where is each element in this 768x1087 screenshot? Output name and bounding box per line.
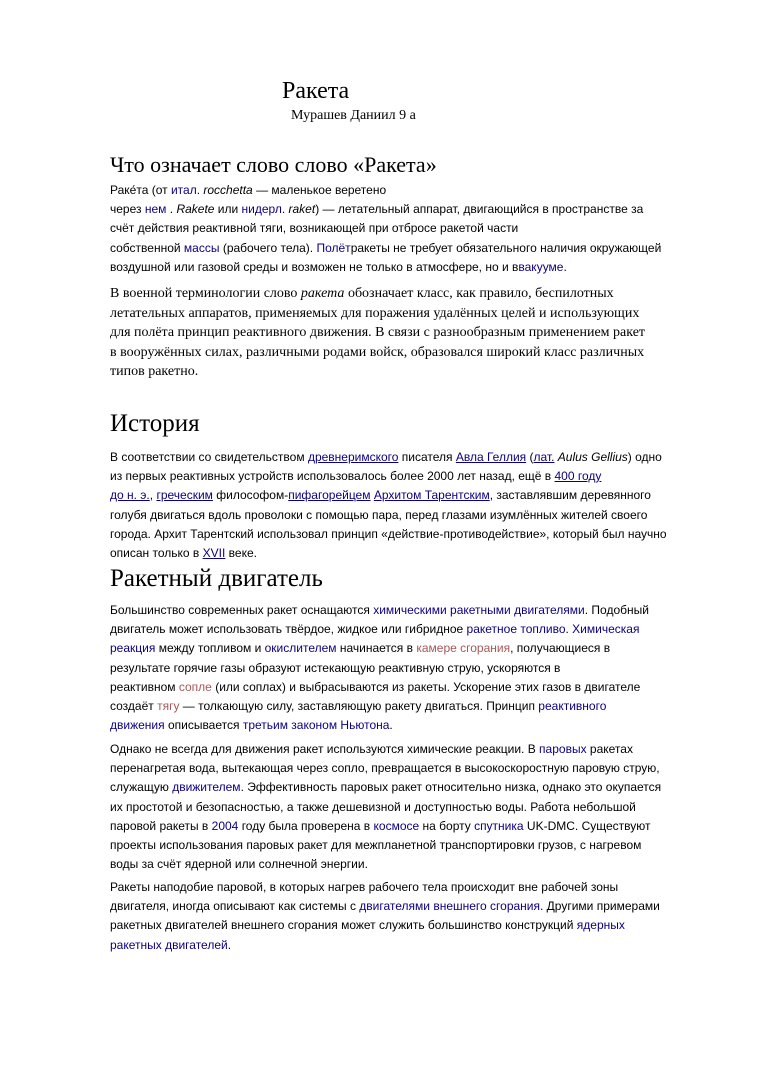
wiki-link[interactable]: до н. э.	[110, 488, 150, 503]
text-span: или	[214, 202, 242, 217]
text-span: (или соплах) и выбрасываются из ракеты. Ускорение этих газов в двигателе	[211, 679, 641, 694]
text-span: В военной терминологии слово	[110, 286, 301, 301]
wiki-link[interactable]: окислителем	[264, 641, 337, 656]
text-line	[110, 936, 710, 955]
wiki-link[interactable]: спутника	[474, 818, 524, 833]
text-span: из первых реактивных устройств использовалось более 2000 лет назад, ещё в	[110, 469, 555, 484]
text-line	[110, 798, 710, 817]
text-span: писателя	[398, 450, 456, 464]
text-span: В соответствии со свидетельством	[110, 450, 308, 464]
text-line	[110, 601, 710, 620]
text-line	[110, 639, 710, 658]
text-span: .	[166, 202, 177, 217]
text-span: летательных аппаратов, применяемых для поражения удалённых целей и использующих	[110, 305, 640, 321]
text-span: (рабочего тела).	[219, 240, 317, 255]
text-span: их простотой и безопасностью, а также дешевизной и доступностью воды. Работа небольшой	[110, 799, 636, 814]
wiki-link[interactable]: 2004	[211, 818, 239, 833]
wiki-link[interactable]: космосе	[373, 818, 420, 833]
paragraph-engine-chemical	[110, 601, 710, 735]
text-span: веке.	[225, 545, 257, 560]
wiki-link[interactable]: греческим	[156, 488, 213, 503]
text-span: двигателя, иногда описывают как системы с	[110, 899, 360, 914]
wiki-link[interactable]: нем	[144, 202, 167, 217]
text-span: описан только в	[110, 545, 203, 560]
wiki-link[interactable]: массы	[183, 240, 220, 255]
text-line	[110, 855, 710, 874]
text-span: воды за счёт ядерной или солнечной энергии.	[110, 857, 368, 872]
text-line	[110, 362, 710, 382]
text-line	[110, 284, 710, 304]
wiki-link[interactable]: древнеримского	[307, 450, 399, 464]
text-span: создаёт	[110, 698, 158, 713]
text-span: через	[110, 202, 145, 217]
text-span: города. Архит Тарентский использовал принцип «действие-противодействие», который был научно	[110, 526, 667, 541]
text-span: — толкающую силу, заставляющую ракету двигаться. Принцип	[179, 698, 539, 713]
wiki-link[interactable]: движения	[110, 718, 165, 733]
section-heading-engine: Ракетный двигатель	[110, 565, 323, 592]
wiki-link[interactable]: Архитом Тарентским	[373, 488, 490, 503]
text-span: . Подобный	[584, 603, 649, 617]
text-span: ) одно	[627, 450, 662, 464]
text-span: ) — летательный аппарат, двигающийся в пространстве за	[315, 202, 644, 217]
text-span: UK-DMC. Существуют	[523, 818, 651, 833]
text-span: ракетных двигателей внешнего сгорания может служить большинство конструкций	[110, 918, 577, 933]
text-span: .	[565, 622, 573, 637]
text-span: философом-	[212, 488, 289, 503]
section-heading-meaning: Что означает слово слово «Ракета»	[110, 152, 437, 177]
wiki-link[interactable]: реакция	[110, 641, 156, 656]
text-span: на борту	[419, 818, 475, 833]
section-heading-history: История	[110, 410, 200, 437]
text-line	[110, 897, 710, 916]
text-line	[110, 323, 710, 343]
text-span: голубя двигаться вдоль проволоки с помощью пара, перед глазами изумлённых жителей своего	[110, 507, 648, 522]
wiki-link[interactable]: сопле	[178, 679, 212, 694]
text-span: счёт действия реактивной тяги, возникающей при отбросе ракетой части	[110, 221, 519, 236]
wiki-link[interactable]: ракетное топливо	[466, 622, 566, 637]
text-span: Большинство современных ракет оснащаются	[110, 603, 374, 617]
text-span: . Другими примерами	[540, 899, 660, 914]
wiki-link[interactable]: химическими ракетными двигателями	[373, 603, 585, 617]
text-line	[110, 716, 710, 735]
text-span: ракетах	[586, 742, 633, 756]
text-span: реактивном	[110, 679, 179, 694]
text-span: описывается	[164, 718, 243, 733]
text-span: .	[563, 259, 567, 274]
paragraph-definition	[110, 181, 710, 277]
text-line	[110, 620, 710, 639]
document-title: Ракета	[282, 78, 350, 104]
text-line	[110, 878, 710, 897]
text-span: — маленькое веретено	[252, 183, 387, 197]
wiki-link[interactable]: итал.	[170, 183, 201, 197]
paragraph-military	[110, 284, 710, 382]
text-span: .	[227, 937, 232, 952]
text-line	[110, 740, 710, 759]
text-line	[110, 544, 710, 563]
wiki-link[interactable]: Авла Геллия	[455, 450, 527, 464]
text-line	[110, 817, 710, 836]
wiki-link[interactable]: камере сгорания	[416, 641, 511, 656]
text-line	[110, 759, 710, 778]
text-line	[110, 916, 710, 935]
wiki-link[interactable]: нидерл.	[241, 202, 286, 217]
paragraph-engine-steam	[110, 740, 710, 874]
wiki-link[interactable]: лат.	[533, 450, 555, 464]
text-line	[110, 486, 710, 505]
text-line	[110, 448, 710, 467]
text-line	[110, 219, 710, 238]
wiki-link[interactable]: ядерных	[576, 918, 625, 933]
text-span: ,	[149, 488, 157, 503]
text-span: Ракеты наподобие паровой, в которых нагрев рабочего тела происходит вне рабочей зоны	[110, 880, 619, 894]
wiki-link[interactable]: 400 году	[554, 469, 602, 484]
text-span: , заставлявшим деревянного	[489, 488, 651, 503]
text-span: для полёта принцип реактивного движения. В связи с разнообразным применением ракет	[110, 325, 646, 340]
wiki-link[interactable]: третьим законом Ньютона	[242, 718, 390, 733]
text-span: результате горячие газы образуют истекающую реактивную струю, ускоряются в	[110, 660, 561, 675]
italic-text: raket	[288, 202, 316, 217]
text-line	[110, 343, 710, 363]
text-span: типов ракетно.	[110, 364, 199, 379]
wiki-link[interactable]: паровых	[539, 742, 587, 756]
text-line	[110, 778, 710, 797]
text-line	[110, 525, 710, 544]
wiki-link[interactable]: пифагорейцем	[288, 488, 371, 503]
text-span: , получающиеся в	[510, 641, 611, 656]
paragraph-history	[110, 448, 710, 563]
text-line	[110, 506, 710, 525]
text-span: перенагретая вода, вытекающая через сопло, превращается в высокоскоростную паровую струю,	[110, 761, 660, 776]
wiki-link[interactable]: двигателями внешнего сгорания	[359, 899, 541, 914]
wiki-link[interactable]: Химическая	[572, 622, 640, 637]
text-span: проекты использования паровых ракет для межпланетной транспортировки грузов, с нагревом	[110, 837, 642, 852]
text-line	[110, 467, 710, 486]
text-span: (от	[148, 183, 171, 197]
wiki-link[interactable]: XVII	[202, 545, 226, 560]
text-line	[110, 258, 710, 277]
text-span: служащую	[110, 780, 173, 795]
text-span: начинается в	[336, 641, 417, 656]
text-line	[110, 659, 710, 678]
text-span: Раке́та	[110, 183, 149, 197]
text-span: двигатель может использовать твёрдое, жидкое или гибридное	[110, 622, 467, 637]
wiki-link[interactable]: вакууме	[518, 259, 564, 274]
wiki-link[interactable]: Полёт	[316, 240, 351, 255]
text-span: (	[526, 450, 534, 464]
italic-text: ракета	[300, 286, 345, 301]
text-line	[110, 304, 710, 324]
text-span: году была проверена в	[238, 818, 374, 833]
text-span: ракеты не требует обязательного наличия окружающей	[350, 240, 662, 255]
wiki-link[interactable]: ракетных двигателей	[110, 937, 228, 952]
text-span: обозначает класс, как правило, беспилотных	[344, 286, 614, 301]
italic-text: rocchetta	[203, 183, 253, 197]
text-span: в вооружённых силах, различными родами войск, образовался широкий класс различных	[110, 344, 645, 360]
text-line	[110, 239, 710, 258]
wiki-link[interactable]: тягу	[157, 698, 180, 713]
paragraph-engine-external	[110, 878, 710, 955]
text-span: .	[389, 718, 393, 733]
text-span: воздушной или газовой среды и возможен не только в атмосфере, но и в	[110, 259, 519, 274]
italic-text: Aulus Gellius	[557, 450, 628, 464]
text-line	[110, 678, 710, 697]
text-span: паровой ракеты в	[110, 818, 212, 833]
text-line	[110, 697, 710, 716]
text-span: между топливом и	[155, 641, 265, 656]
text-line	[110, 200, 710, 219]
text-span: Однако не всегда для движения ракет используются химические реакции. В	[110, 742, 540, 756]
italic-text: Rakete	[176, 202, 215, 217]
wiki-link[interactable]: реактивного	[538, 698, 607, 713]
wiki-link[interactable]: движителем	[172, 780, 241, 795]
text-span: . Эффективность паровых ракет относительно низка, однако это окупается	[240, 780, 662, 795]
text-line	[110, 181, 710, 200]
text-span: собственной	[110, 240, 184, 255]
document-author: Мурашев Даниил 9 а	[291, 108, 416, 123]
text-line	[110, 836, 710, 855]
